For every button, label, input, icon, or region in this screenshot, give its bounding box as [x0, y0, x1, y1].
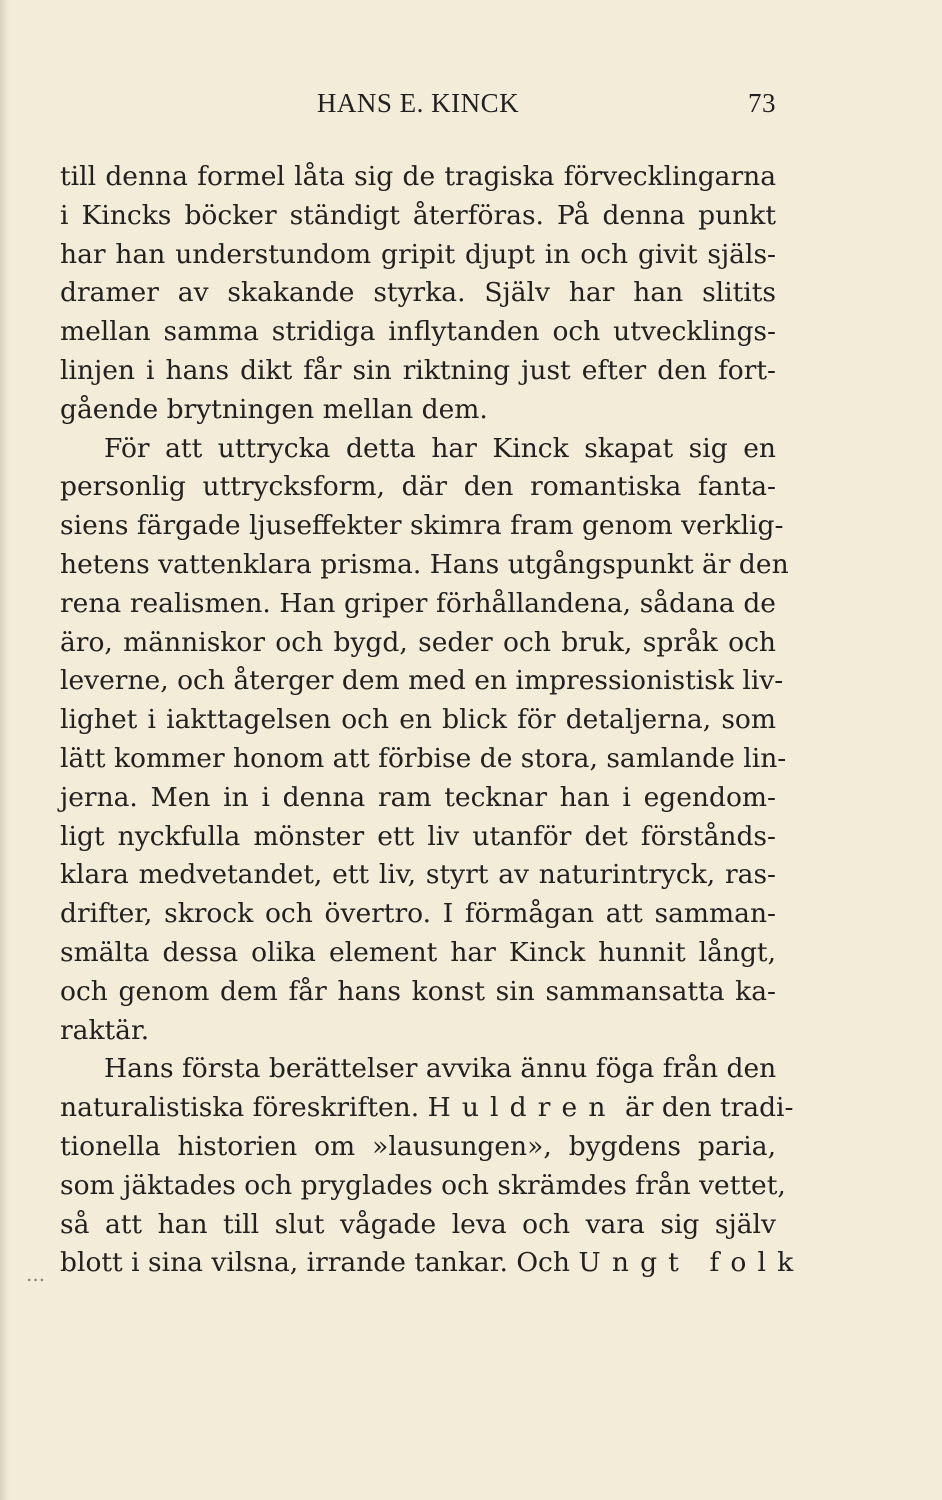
- text-line: dramer av skakande styrka. Själv har han slitits: [60, 277, 776, 309]
- text-line: hetens vattenklara prisma. Hans utgångspunkt är den: [60, 548, 789, 580]
- text-line: lighet i iakttagelsen och en blick för detaljerna, som: [60, 704, 776, 736]
- body-text: [60, 158, 805, 1283]
- text-line: raktär.: [60, 1014, 150, 1046]
- text-line: drifter, skrock och övertro. I förmågan att samman-: [60, 898, 776, 930]
- text-line: leverne, och återger dem med en impressionistisk liv-: [60, 665, 784, 697]
- book-title-ungt-folk: Ungt folk: [578, 1247, 805, 1279]
- text-line: [60, 1089, 794, 1128]
- text-line: äro, människor och bygd, seder och bruk, språk och: [60, 626, 776, 658]
- text-segment: är den tradi-: [616, 1092, 794, 1124]
- text-line: klara medvetandet, ett liv, styrt av naturintryck, ras-: [60, 859, 776, 891]
- text-line: som jäktades och pryglades och skrämdes från vettet,: [60, 1169, 786, 1201]
- text-line: har han understundom gripit djupt in och givit själs-: [60, 238, 776, 270]
- text-line: linjen i hans dikt får sin riktning just efter den fort-: [60, 354, 776, 386]
- text-line: rena realismen. Han griper förhållandena, sådana de: [60, 587, 776, 619]
- page-edge: [0, 0, 10, 1500]
- text-line: För att uttrycka detta har Kinck skapat sig en: [104, 432, 776, 464]
- page-number: 73: [748, 88, 776, 118]
- text-line: jerna. Men in i denna ram tecknar han i egendom-: [60, 781, 776, 813]
- text-line: mellan samma stridiga inflytanden och utvecklings-: [60, 316, 776, 348]
- text-line: och genom dem får hans konst sin sammansatta ka-: [60, 975, 776, 1007]
- margin-mark: ...: [26, 1262, 46, 1286]
- text-line: personlig uttrycksform, där den romantiska fanta-: [60, 471, 776, 503]
- text-segment: naturalistiska föreskriften.: [60, 1092, 428, 1124]
- text-line: gående brytningen mellan dem.: [60, 393, 488, 425]
- text-line: ligt nyckfulla mönster ett liv utanför det förstånds-: [60, 820, 776, 852]
- text-line: till denna formel låta sig de tragiska förvecklingarna: [60, 161, 776, 192]
- text-line: så att han till slut vågade leva och vara sig själv: [60, 1208, 776, 1240]
- text-line: [60, 1244, 805, 1283]
- text-segment: blott i sina vilsna, irrande tankar. Och: [60, 1247, 579, 1279]
- text-line: siens färgade ljuseffekter skimra fram genom verklig-: [60, 510, 784, 542]
- book-title-huldren: Huldren: [427, 1092, 617, 1124]
- text-line: tionella historien om »lausungen», bygdens paria,: [60, 1130, 776, 1162]
- text-line: smälta dessa olika element har Kinck hunnit långt,: [60, 936, 776, 968]
- page-header: [60, 88, 776, 128]
- text-line: lätt kommer honom att förbise de stora, samlande lin-: [60, 742, 787, 774]
- running-head: HANS E. KINCK: [316, 88, 520, 118]
- text-line: i Kincks böcker ständigt återföras. På denna punkt: [60, 199, 776, 231]
- text-line: Hans första berättelser avvika ännu föga från den: [104, 1053, 777, 1085]
